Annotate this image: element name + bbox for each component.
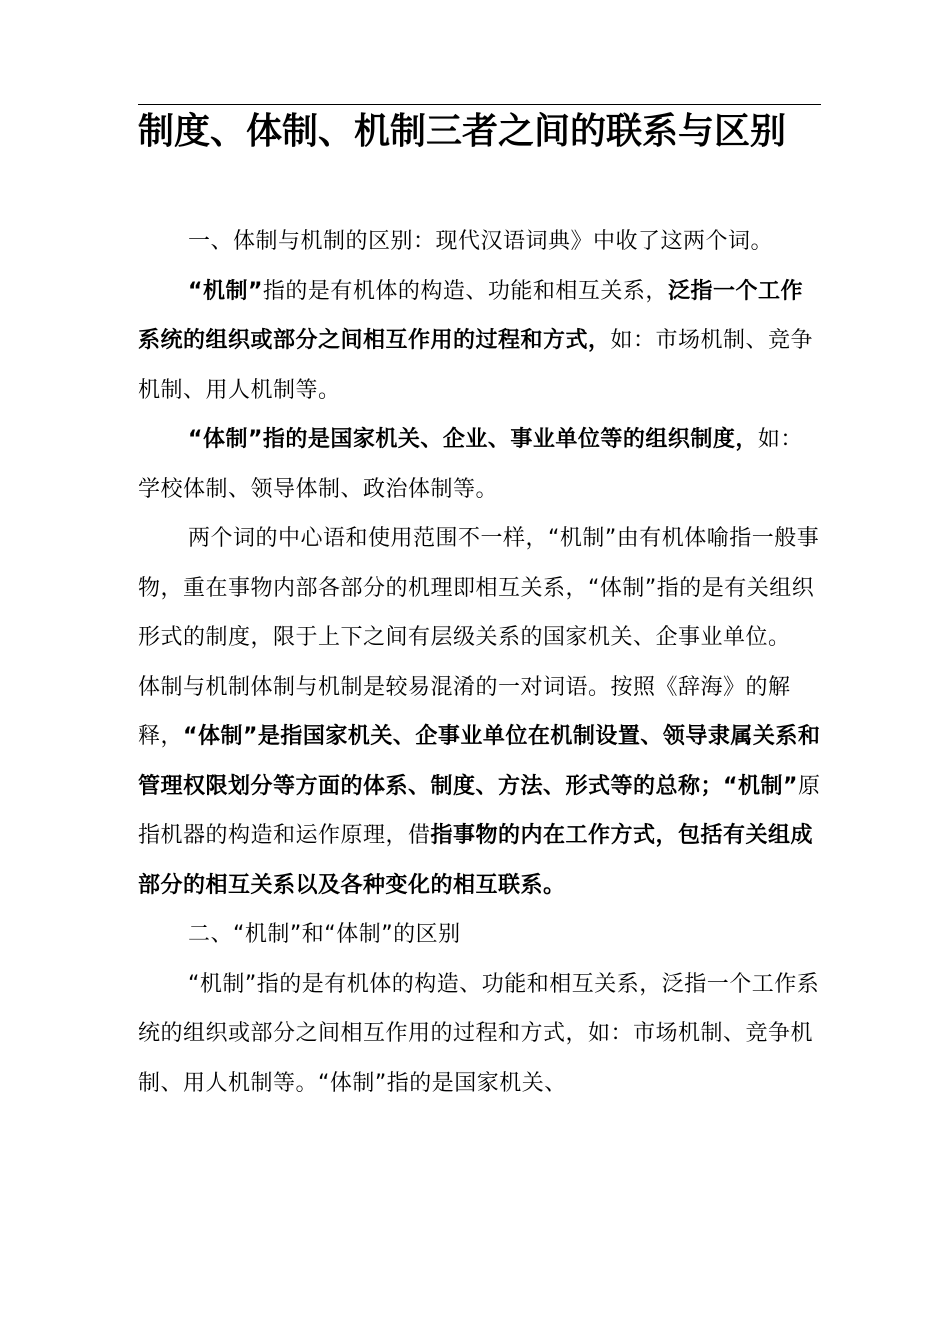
system-examples: 如：学校体制、领导体制、政治体制等。 bbox=[138, 427, 803, 502]
paragraph-cihai-explanation bbox=[138, 663, 821, 911]
cihai-mechanism-definition: 指事物的内在工作方式，包括有关组成部分的相互关系以及各种变化的相互联系。 bbox=[138, 823, 814, 898]
mechanism-definition-text: 指的是有机体的构造、功能和相互关系， bbox=[262, 278, 668, 304]
paragraph-system-definition bbox=[138, 415, 821, 514]
mechanism-examples: 如：市场机制、竞争机制、用人机制等。 bbox=[138, 328, 814, 403]
cihai-system-definition: “体制”是指国家机关、企事业单位在机制设置、领导隶属关系和管理权限划分等方面的体系、制度、方法、形式等的总称； bbox=[138, 724, 821, 799]
paragraph-mechanism-definition bbox=[138, 267, 821, 416]
document-body bbox=[138, 217, 821, 1108]
cihai-mechanism-origin: 原指机器的构造和运作原理，借 bbox=[138, 773, 821, 848]
paragraph-section-two-body: “机制”指的是有机体的构造、功能和相互关系，泛指一个工作系统的组织或部分之间相互作用的过程和方式，如：市场机制、竞争机制、用人机制等。“体制”指的是国家机关、 bbox=[138, 971, 820, 1096]
term-mechanism: “机制” bbox=[188, 278, 263, 304]
paragraph-usage-difference: 两个词的中心语和使用范围不一样，“机制”由有机体喻指一般事物，重在事物内部各部分的机理即相互关系，“体制”指的是有关组织形式的制度，限于上下之间有层级关系的国家机关、企事业单位。 bbox=[138, 526, 820, 650]
system-definition-emphasis: “体制”指的是国家机关、企业、事业单位等的组织制度， bbox=[188, 427, 758, 452]
paragraph-section-two-heading: 二、“机制”和“体制”的区别 bbox=[188, 922, 461, 947]
header-rule bbox=[138, 104, 821, 105]
paragraph-section-one-heading: 一、体制与机制的区别：现代汉语词典》中收了这两个词。 bbox=[188, 229, 774, 254]
document-title: 制度、体制、机制三者之间的联系与区别 bbox=[138, 111, 787, 152]
mechanism-definition-emphasis: 泛指一个工作系统的组织或部分之间相互作用的过程和方式， bbox=[138, 278, 803, 353]
cihai-mechanism-term: “机制” bbox=[723, 773, 798, 799]
cihai-intro: 体制与机制体制与机制是较易混淆的一对词语。按照《辞海》的解释， bbox=[138, 674, 791, 749]
